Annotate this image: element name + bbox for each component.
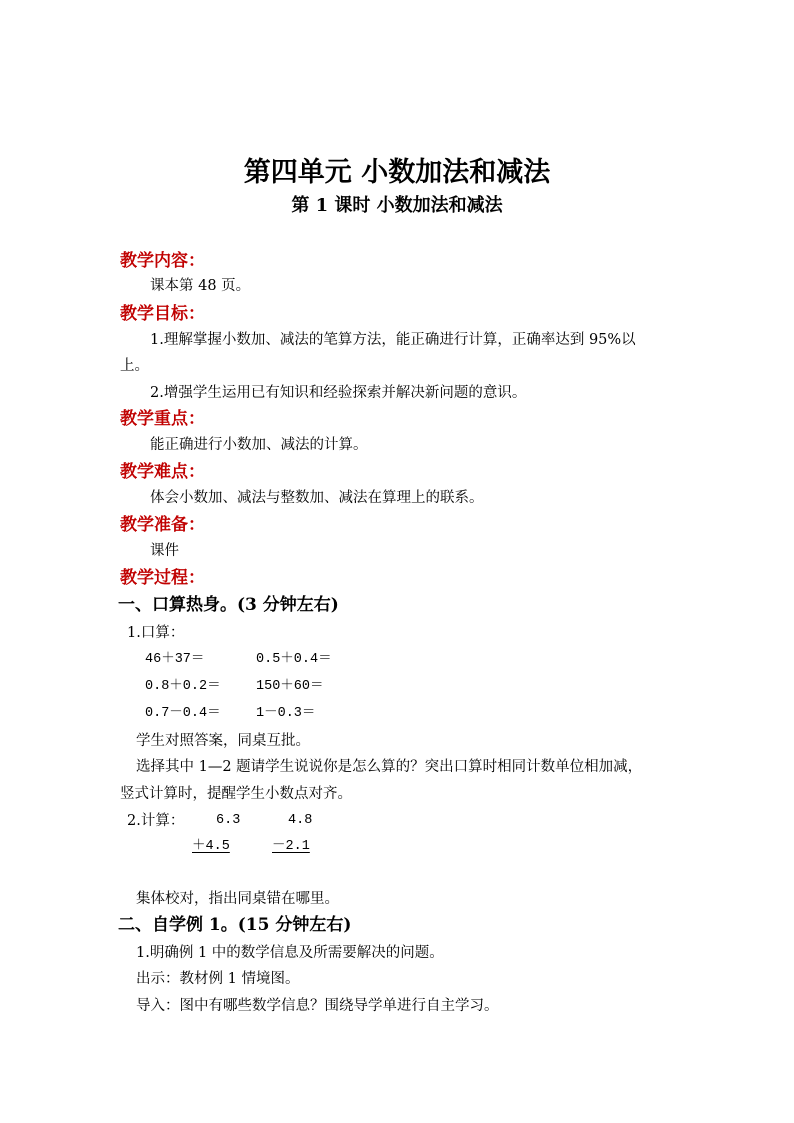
oral-problem: 0.7－0.4＝ [145,706,221,721]
part2-heading: 二、自学例 1。(15 分钟左右) [118,915,352,935]
part1-heading: 一、口算热身。(3 分钟左右) [118,595,339,615]
calc-2-bottom: －2.1 [272,839,310,854]
goal-1-line-2: 上。 [120,358,149,374]
oral-problem: 46＋37＝ [145,652,205,667]
calc-label: 2.计算： [127,813,185,829]
oral-label: 1.口算： [127,625,185,641]
content-text: 课本第 48 页。 [150,278,251,294]
page-title: 第四单元 小数加法和减法 [243,157,551,188]
prep-heading: 教学准备： [120,515,205,535]
prep-text: 课件 [150,543,179,559]
oral-problem: 150＋60＝ [256,679,324,694]
goals-heading: 教学目标： [120,304,205,324]
difficulty-heading: 教学难点： [120,462,205,482]
goal-2: 2.增强学生运用已有知识和经验探索并解决新问题的意识。 [150,385,527,401]
check-text: 学生对照答案，同桌互批。 [136,733,310,749]
oral-problem: 0.8＋0.2＝ [145,679,221,694]
process-heading: 教学过程： [120,568,205,588]
oral-problem: 0.5＋0.4＝ [256,652,332,667]
difficulty-text: 体会小数加、减法与整数加、减法在算理上的联系。 [150,490,484,506]
part2-line-2: 出示：教材例 1 情境图。 [136,971,300,987]
calc-1-bottom: ＋4.5 [192,839,230,854]
calc-1-top: 6.3 [216,813,241,828]
explain-line-2: 竖式计算时，提醒学生小数点对齐。 [120,786,352,802]
content-heading: 教学内容： [120,251,205,271]
collective-text: 集体校对，指出同桌错在哪里。 [136,891,339,907]
part2-line-1: 1.明确例 1 中的数学信息及所需要解决的问题。 [136,945,444,961]
goal-1-line-1: 1.理解掌握小数加、减法的笔算方法，能正确进行计算，正确率达到 95%以 [150,332,636,348]
calc-2-top: 4.8 [288,813,313,828]
key-heading: 教学重点： [120,409,205,429]
explain-line-1: 选择其中 1—2 题请学生说说你是怎么算的？突出口算时相同计数单位相加减， [136,759,643,775]
part2-line-3: 导入：图中有哪些数学信息？围绕导学单进行自主学习。 [136,998,499,1014]
key-text: 能正确进行小数加、减法的计算。 [150,437,368,453]
page-subtitle: 第 1 课时 小数加法和减法 [291,195,503,216]
oral-problem: 1－0.3＝ [256,706,316,721]
